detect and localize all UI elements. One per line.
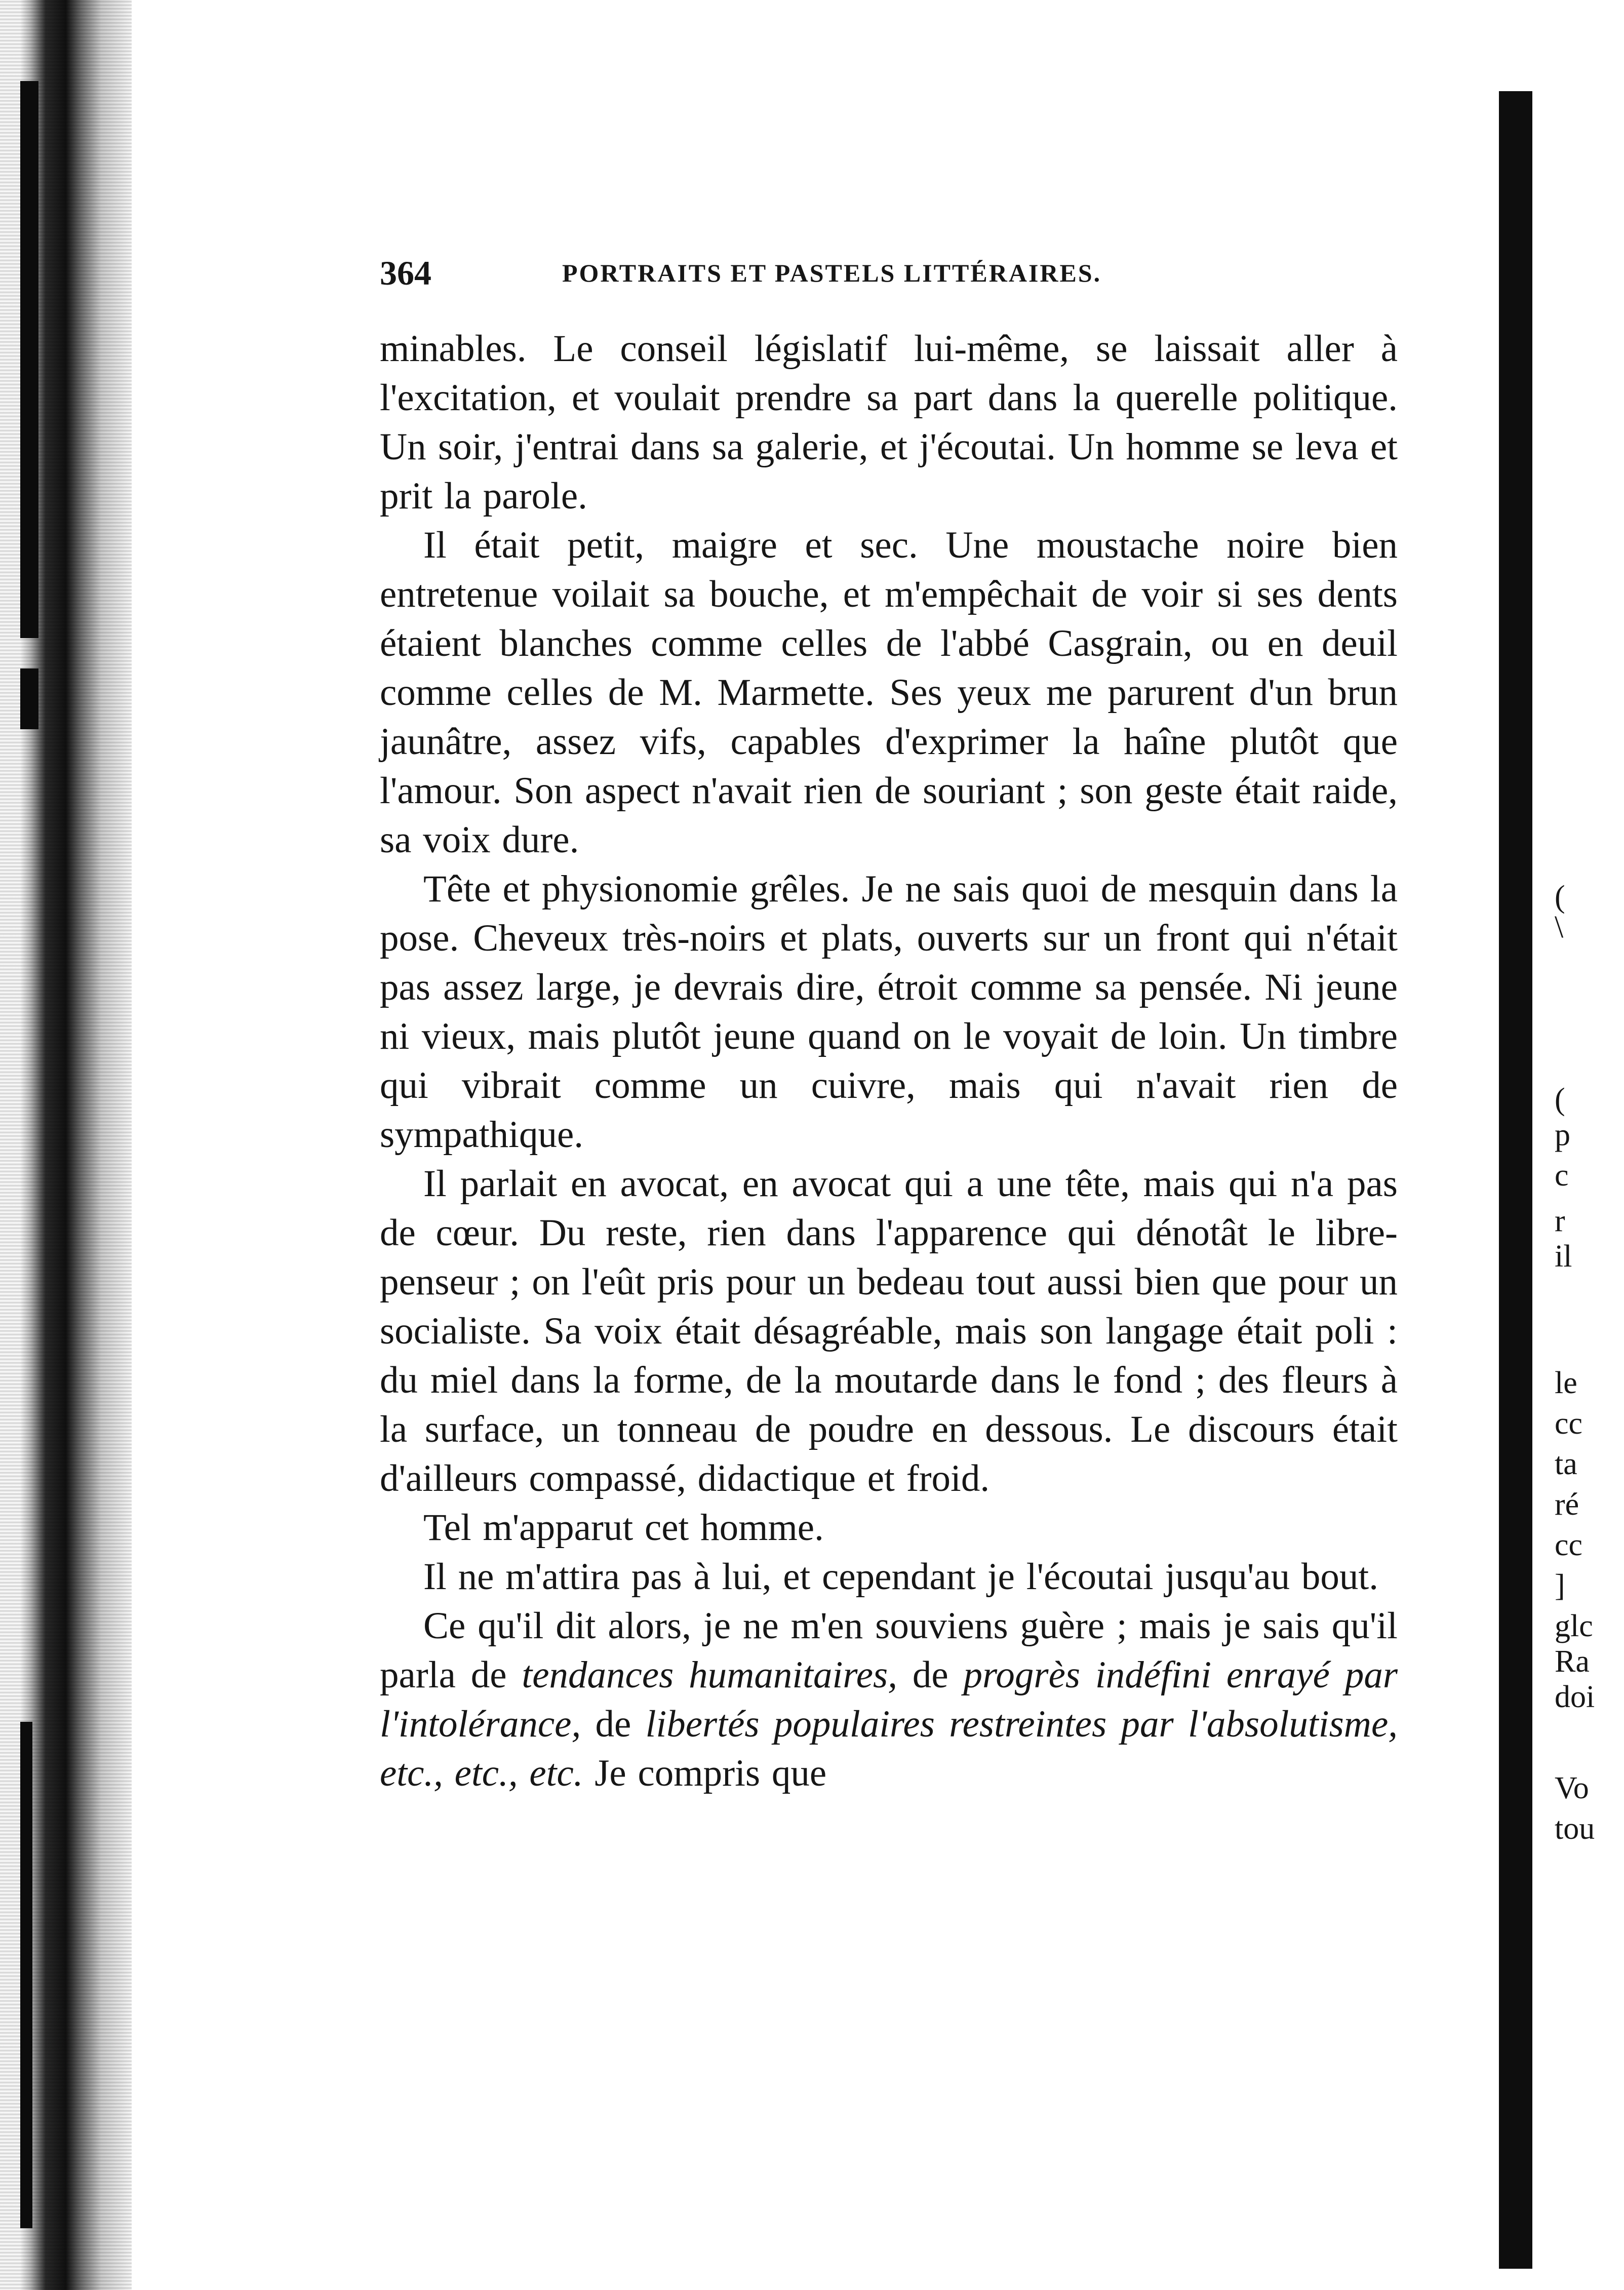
page-edge-shadow <box>1499 91 1532 2269</box>
facing-text-fragment: p <box>1555 1118 1570 1152</box>
facing-text-fragment: cc <box>1555 1406 1583 1441</box>
facing-text-fragment: doi <box>1555 1680 1595 1714</box>
gutter-shadow <box>20 1722 32 2228</box>
text-run: Ce qu'il dit alors, je ne m'en souviens guère ; mais je sais qu'il parla de <box>380 1605 1398 1696</box>
page-header <box>380 253 1398 294</box>
italic-phrase: libertés populaires restreintes par l'absolutisme, <box>645 1703 1398 1745</box>
paragraph <box>380 1159 1398 1503</box>
facing-text-fragment: ( <box>1555 1082 1565 1117</box>
facing-text-fragment: \ <box>1555 910 1564 944</box>
book-page <box>380 253 1398 1798</box>
text-run: Il ne m'attira pas à lui, et cependant je l'écoutai jusqu'au bout. <box>423 1556 1379 1598</box>
facing-text-fragment: ta <box>1555 1447 1577 1481</box>
italic-phrase: etc., etc., etc. <box>380 1752 583 1794</box>
paragraph <box>380 1601 1398 1798</box>
running-title: PORTRAITS ET PASTELS LITTÉRAIRES. <box>562 259 1102 287</box>
italic-phrase: tendances humanitaires, <box>522 1654 897 1696</box>
text-run: Tête et physionomie grêles. Je ne sais quoi de mesquin dans la pose. Cheveux très-noirs et plats, ouverts sur un front qui n'était pas assez large, je devrais dire, étroit comme sa pensée. Ni jeune ni vieux, mais plutôt jeune quand on le voyait de loin. Un timbre qui vibrait comme un cuivre, mais qui n'avait rien de sympathique. <box>380 868 1398 1156</box>
paragraph <box>380 1552 1398 1601</box>
body-text <box>380 324 1398 1798</box>
facing-text-fragment: cc <box>1555 1528 1583 1562</box>
text-run: minables. Le conseil législatif lui-même, se laissait aller à l'excitation, et voulait prendre sa part dans la querelle politique. Un soir, j'entrai dans sa galerie, et j'écoutai. Un homme se leva et prit la parole. <box>380 328 1398 517</box>
text-run: Tel m'apparut cet homme. <box>423 1507 824 1549</box>
facing-text-fragment: ] <box>1555 1568 1565 1603</box>
facing-text-fragment: il <box>1555 1239 1572 1274</box>
book-gutter <box>0 0 132 2290</box>
gutter-shadow <box>20 668 38 729</box>
text-run: de <box>897 1654 964 1696</box>
facing-text-fragment: r <box>1555 1204 1565 1238</box>
facing-text-fragment: c <box>1555 1158 1569 1193</box>
facing-page-fragment <box>1555 0 1624 2290</box>
paragraph <box>380 521 1398 864</box>
facing-text-fragment: Ra <box>1555 1644 1590 1679</box>
facing-text-fragment: Vo <box>1555 1771 1589 1805</box>
paragraph <box>380 1503 1398 1552</box>
page-number: 364 <box>380 254 431 292</box>
facing-text-fragment: ré <box>1555 1487 1579 1522</box>
facing-text-fragment: ( <box>1555 880 1565 914</box>
text-run: Je compris que <box>583 1752 827 1794</box>
gutter-shadow <box>20 81 38 638</box>
facing-text-fragment: glc <box>1555 1609 1593 1643</box>
text-run: Il parlait en avocat, en avocat qui a une tête, mais qui n'a pas de cœur. Du reste, rien dans l'apparence qui dénotât le libre-penseur ; on l'eût pris pour un bedeau tout aussi bien que pour un socialiste. Sa voix était désagréable, mais son langage était poli : du miel dans la forme, de la moutarde dans le fond ; des fleurs à la surface, un tonneau de poudre en dessous. Le discours était d'ailleurs compassé, didactique et froid. <box>380 1163 1398 1499</box>
text-run: Il était petit, maigre et sec. Une moustache noire bien entretenue voilait sa bouche, et m'empêchait de voir si ses dents étaient blanches comme celles de l'abbé Casgrain, ou en deuil comme celles de M. Marmette. Ses yeux me parurent d'un brun jaunâtre, assez vifs, capables d'exprimer la haîne plutôt que l'amour. Son aspect n'avait rien de souriant ; son geste était raide, sa voix dure. <box>380 524 1398 861</box>
paragraph <box>380 324 1398 521</box>
italic-phrase: progrès indéfini enrayé par l'intolérance, <box>380 1654 1398 1745</box>
facing-text-fragment: tou <box>1555 1811 1595 1846</box>
paragraph <box>380 864 1398 1159</box>
facing-text-fragment: le <box>1555 1366 1577 1400</box>
text-run: de <box>581 1703 646 1745</box>
